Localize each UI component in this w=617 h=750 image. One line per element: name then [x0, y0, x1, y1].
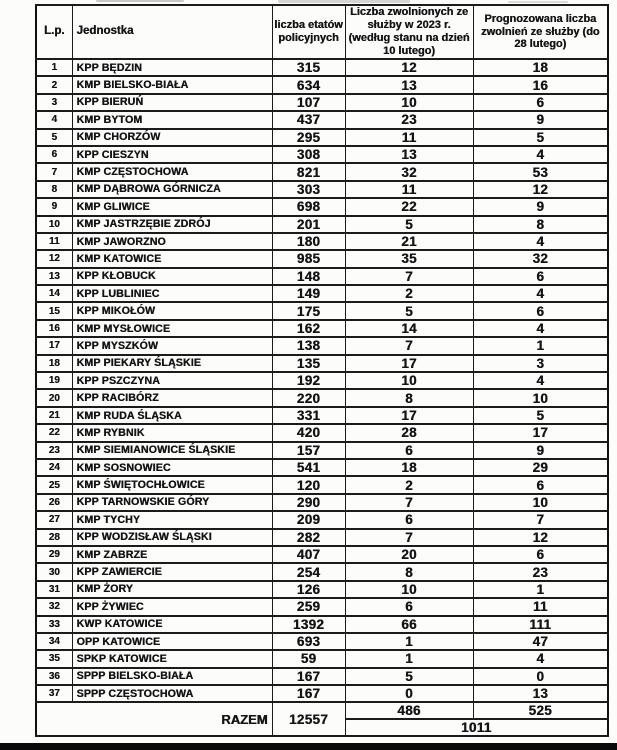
cell-lp: 20 [36, 389, 72, 406]
table-row [36, 546, 608, 563]
cell-prognoza: 1 [473, 581, 608, 598]
cell-jednostka: KMP RUDA ŚLĄSKA [72, 407, 272, 424]
cell-prognoza: 8 [473, 216, 608, 233]
cell-prognoza: 4 [473, 233, 608, 250]
cell-zwolnieni: 6 [345, 598, 473, 615]
cell-lp: 4 [36, 111, 72, 128]
cell-etaty: 167 [272, 685, 345, 702]
cell-etaty: 693 [272, 633, 345, 650]
cell-etaty: 303 [272, 181, 345, 198]
table-row [36, 181, 608, 198]
cell-lp: 24 [36, 459, 72, 476]
cell-etaty: 175 [272, 302, 345, 319]
table-row [36, 320, 608, 337]
razem-label: RAZEM [36, 702, 272, 736]
cell-prognoza: 13 [473, 685, 608, 702]
cell-etaty: 315 [272, 59, 345, 76]
cell-zwolnieni: 13 [345, 146, 473, 163]
cell-zwolnieni: 2 [345, 285, 473, 302]
table-row [36, 459, 608, 476]
cell-zwolnieni: 17 [345, 355, 473, 372]
cell-etaty: 149 [272, 285, 345, 302]
cell-etaty: 209 [272, 511, 345, 528]
cell-zwolnieni: 1 [345, 650, 473, 667]
table-row [36, 598, 608, 615]
scan-artifact [278, 0, 410, 3]
cell-lp: 21 [36, 407, 72, 424]
cell-prognoza: 1 [473, 337, 608, 354]
cell-lp: 37 [36, 685, 72, 702]
cell-jednostka: KPP KŁOBUCK [72, 268, 272, 285]
cell-jednostka: KMP CZĘSTOCHOWA [72, 163, 272, 180]
cell-zwolnieni: 8 [345, 389, 473, 406]
table-row [36, 94, 608, 111]
cell-lp: 11 [36, 233, 72, 250]
cell-prognoza: 18 [473, 59, 608, 76]
table-row [36, 250, 608, 267]
cell-zwolnieni: 10 [345, 581, 473, 598]
cell-lp: 3 [36, 94, 72, 111]
cell-jednostka: KMP PIEKARY ŚLĄSKIE [72, 355, 272, 372]
cell-etaty: 282 [272, 529, 345, 546]
cell-lp: 17 [36, 337, 72, 354]
table-row [36, 511, 608, 528]
cell-lp: 5 [36, 129, 72, 146]
cell-zwolnieni: 6 [345, 511, 473, 528]
cell-jednostka: KMP SOSNOWIEC [72, 459, 272, 476]
cell-lp: 32 [36, 598, 72, 615]
cell-zwolnieni: 2 [345, 476, 473, 493]
cell-etaty: 634 [272, 76, 345, 93]
cell-etaty: 157 [272, 442, 345, 459]
cell-etaty: 120 [272, 476, 345, 493]
cell-jednostka: KMP RYBNIK [72, 424, 272, 441]
cell-lp: 30 [36, 563, 72, 580]
cell-prognoza: 12 [473, 529, 608, 546]
cell-prognoza: 4 [473, 650, 608, 667]
cell-prognoza: 29 [473, 459, 608, 476]
cell-jednostka: KMP TYCHY [72, 511, 272, 528]
cell-jednostka: KMP GLIWICE [72, 198, 272, 215]
cell-lp: 26 [36, 494, 72, 511]
cell-etaty: 698 [272, 198, 345, 215]
cell-zwolnieni: 20 [345, 546, 473, 563]
cell-zwolnieni: 8 [345, 563, 473, 580]
cell-lp: 14 [36, 285, 72, 302]
cell-zwolnieni: 21 [345, 233, 473, 250]
cell-zwolnieni: 7 [345, 268, 473, 285]
cell-prognoza: 6 [473, 546, 608, 563]
cell-zwolnieni: 35 [345, 250, 473, 267]
table-row [36, 442, 608, 459]
table-row [36, 302, 608, 319]
cell-etaty: 290 [272, 494, 345, 511]
cell-etaty: 192 [272, 372, 345, 389]
table-row [36, 285, 608, 302]
cell-zwolnieni: 7 [345, 494, 473, 511]
cell-prognoza: 4 [473, 285, 608, 302]
header-lp: L.p. [36, 5, 72, 59]
table-row [36, 111, 608, 128]
cell-zwolnieni: 5 [345, 668, 473, 685]
cell-etaty: 167 [272, 668, 345, 685]
cell-zwolnieni: 28 [345, 424, 473, 441]
table-row [36, 476, 608, 493]
footer-row-totals [36, 702, 608, 719]
cell-prognoza: 9 [473, 442, 608, 459]
cell-etaty: 985 [272, 250, 345, 267]
cell-zwolnieni: 14 [345, 320, 473, 337]
header-prognoza: Prognozowana liczba zwolnień ze służby (do 28 lutego) [473, 5, 608, 59]
header-row [36, 5, 608, 59]
cell-jednostka: KPP RACIBÓRZ [72, 389, 272, 406]
cell-prognoza: 16 [473, 76, 608, 93]
cell-zwolnieni: 32 [345, 163, 473, 180]
cell-lp: 27 [36, 511, 72, 528]
table-row [36, 494, 608, 511]
header-jednostka: Jednostka [72, 5, 272, 59]
cell-zwolnieni: 10 [345, 94, 473, 111]
cell-etaty: 254 [272, 563, 345, 580]
cell-prognoza: 5 [473, 407, 608, 424]
table-body [36, 59, 608, 702]
cell-jednostka: KWP KATOWICE [72, 616, 272, 633]
cell-lp: 12 [36, 250, 72, 267]
cell-etaty: 1392 [272, 616, 345, 633]
cell-etaty: 107 [272, 94, 345, 111]
cell-zwolnieni: 7 [345, 529, 473, 546]
cell-lp: 9 [36, 198, 72, 215]
cell-jednostka: KMP JAWORZNO [72, 233, 272, 250]
cell-jednostka: KPP BĘDZIN [72, 59, 272, 76]
table-row [36, 146, 608, 163]
cell-zwolnieni: 23 [345, 111, 473, 128]
cell-etaty: 821 [272, 163, 345, 180]
table-row [36, 633, 608, 650]
header-etaty: liczba etatów policyjnych [272, 5, 345, 59]
cell-etaty: 407 [272, 546, 345, 563]
cell-jednostka: KMP KATOWICE [72, 250, 272, 267]
cell-prognoza: 10 [473, 494, 608, 511]
cell-jednostka: KMP ŻORY [72, 581, 272, 598]
cell-prognoza: 6 [473, 268, 608, 285]
cell-jednostka: KMP CHORZÓW [72, 129, 272, 146]
cell-etaty: 59 [272, 650, 345, 667]
cell-prognoza: 23 [473, 563, 608, 580]
cell-zwolnieni: 18 [345, 459, 473, 476]
total-etaty: 12557 [272, 702, 345, 736]
cell-lp: 1 [36, 59, 72, 76]
cell-prognoza: 9 [473, 198, 608, 215]
cell-etaty: 138 [272, 337, 345, 354]
police-dismissals-table [35, 4, 609, 737]
cell-etaty: 331 [272, 407, 345, 424]
cell-prognoza: 6 [473, 302, 608, 319]
cell-lp: 8 [36, 181, 72, 198]
cell-jednostka: KMP DĄBROWA GÓRNICZA [72, 181, 272, 198]
table-row [36, 616, 608, 633]
table-row [36, 389, 608, 406]
cell-lp: 33 [36, 616, 72, 633]
table-header [36, 5, 608, 59]
cell-zwolnieni: 5 [345, 216, 473, 233]
cell-prognoza: 17 [473, 424, 608, 441]
cell-prognoza: 0 [473, 668, 608, 685]
cell-jednostka: KMP ZABRZE [72, 546, 272, 563]
cell-prognoza: 32 [473, 250, 608, 267]
cell-lp: 35 [36, 650, 72, 667]
cell-jednostka: KMP MYSŁOWICE [72, 320, 272, 337]
header-zwolnieni: Liczba zwolnionych ze służby w 2023 r. (według stanu na dzień 10 lutego) [345, 5, 473, 59]
cell-etaty: 420 [272, 424, 345, 441]
cell-prognoza: 4 [473, 146, 608, 163]
cell-etaty: 180 [272, 233, 345, 250]
table-row [36, 337, 608, 354]
cell-jednostka: KMP JASTRZĘBIE ZDRÓJ [72, 216, 272, 233]
cell-jednostka: KPP MYSZKÓW [72, 337, 272, 354]
cell-jednostka: KPP MIKOŁÓW [72, 302, 272, 319]
cell-lp: 2 [36, 76, 72, 93]
cell-lp: 7 [36, 163, 72, 180]
table-row [36, 268, 608, 285]
cell-lp: 10 [36, 216, 72, 233]
cell-etaty: 541 [272, 459, 345, 476]
cell-zwolnieni: 0 [345, 685, 473, 702]
cell-jednostka: KPP PSZCZYNA [72, 372, 272, 389]
scan-artifact [508, 1, 568, 3]
cell-zwolnieni: 6 [345, 442, 473, 459]
cell-jednostka: KMP SIEMIANOWICE ŚLĄSKIE [72, 442, 272, 459]
scan-bottom-bar [0, 743, 617, 750]
cell-etaty: 437 [272, 111, 345, 128]
cell-lp: 28 [36, 529, 72, 546]
cell-jednostka: KPP TARNOWSKIE GÓRY [72, 494, 272, 511]
table-row [36, 59, 608, 76]
cell-etaty: 308 [272, 146, 345, 163]
cell-zwolnieni: 10 [345, 372, 473, 389]
cell-lp: 29 [36, 546, 72, 563]
cell-prognoza: 111 [473, 616, 608, 633]
cell-zwolnieni: 13 [345, 76, 473, 93]
table-row [36, 198, 608, 215]
cell-jednostka: SPPP CZĘSTOCHOWA [72, 685, 272, 702]
scan-artifact [96, 0, 184, 2]
cell-zwolnieni: 7 [345, 337, 473, 354]
cell-lp: 18 [36, 355, 72, 372]
cell-prognoza: 3 [473, 355, 608, 372]
total-zwolnieni: 486 [345, 702, 473, 719]
cell-lp: 31 [36, 581, 72, 598]
table-row [36, 685, 608, 702]
cell-jednostka: KMP ŚWIĘTOCHŁOWICE [72, 476, 272, 493]
cell-etaty: 162 [272, 320, 345, 337]
cell-zwolnieni: 11 [345, 181, 473, 198]
cell-jednostka: KPP CIESZYN [72, 146, 272, 163]
cell-lp: 25 [36, 476, 72, 493]
cell-etaty: 126 [272, 581, 345, 598]
cell-jednostka: OPP KATOWICE [72, 633, 272, 650]
cell-lp: 23 [36, 442, 72, 459]
cell-prognoza: 12 [473, 181, 608, 198]
cell-lp: 34 [36, 633, 72, 650]
table-row [36, 129, 608, 146]
table-row [36, 163, 608, 180]
cell-etaty: 259 [272, 598, 345, 615]
cell-lp: 13 [36, 268, 72, 285]
cell-prognoza: 10 [473, 389, 608, 406]
cell-etaty: 295 [272, 129, 345, 146]
cell-prognoza: 4 [473, 320, 608, 337]
cell-zwolnieni: 1 [345, 633, 473, 650]
cell-prognoza: 9 [473, 111, 608, 128]
table-row [36, 372, 608, 389]
cell-jednostka: KPP ŻYWIEC [72, 598, 272, 615]
cell-prognoza: 4 [473, 372, 608, 389]
cell-prognoza: 5 [473, 129, 608, 146]
table-footer [36, 702, 608, 736]
cell-jednostka: SPKP KATOWICE [72, 650, 272, 667]
cell-jednostka: KPP LUBLINIEC [72, 285, 272, 302]
table-row [36, 529, 608, 546]
cell-jednostka: KPP ZAWIERCIE [72, 563, 272, 580]
cell-zwolnieni: 11 [345, 129, 473, 146]
cell-jednostka: KMP BYTOM [72, 111, 272, 128]
cell-lp: 16 [36, 320, 72, 337]
cell-lp: 22 [36, 424, 72, 441]
table-row [36, 650, 608, 667]
table-row [36, 563, 608, 580]
cell-lp: 36 [36, 668, 72, 685]
table-row [36, 668, 608, 685]
cell-zwolnieni: 12 [345, 59, 473, 76]
cell-etaty: 201 [272, 216, 345, 233]
cell-zwolnieni: 17 [345, 407, 473, 424]
cell-jednostka: SPPP BIELSKO-BIAŁA [72, 668, 272, 685]
cell-lp: 15 [36, 302, 72, 319]
cell-zwolnieni: 22 [345, 198, 473, 215]
cell-prognoza: 6 [473, 476, 608, 493]
cell-lp: 6 [36, 146, 72, 163]
cell-jednostka: KPP WODZISŁAW ŚLĄSKI [72, 529, 272, 546]
table-row [36, 355, 608, 372]
total-combined: 1011 [345, 719, 608, 736]
cell-etaty: 148 [272, 268, 345, 285]
cell-etaty: 220 [272, 389, 345, 406]
cell-etaty: 135 [272, 355, 345, 372]
cell-zwolnieni: 66 [345, 616, 473, 633]
cell-prognoza: 47 [473, 633, 608, 650]
cell-prognoza: 6 [473, 94, 608, 111]
table-row [36, 424, 608, 441]
cell-lp: 19 [36, 372, 72, 389]
table-row [36, 76, 608, 93]
cell-prognoza: 53 [473, 163, 608, 180]
cell-prognoza: 11 [473, 598, 608, 615]
cell-prognoza: 7 [473, 511, 608, 528]
cell-jednostka: KPP BIERUŃ [72, 94, 272, 111]
table-row [36, 581, 608, 598]
table-row [36, 407, 608, 424]
total-prognoza: 525 [473, 702, 608, 719]
table-row [36, 216, 608, 233]
cell-zwolnieni: 5 [345, 302, 473, 319]
cell-jednostka: KMP BIELSKO-BIAŁA [72, 76, 272, 93]
table-row [36, 233, 608, 250]
